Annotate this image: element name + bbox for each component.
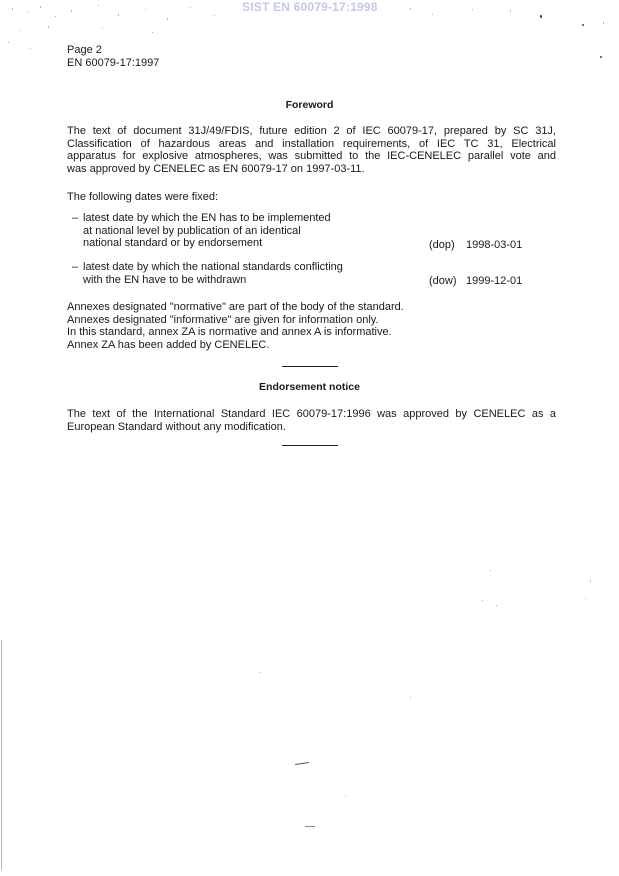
endorsement-paragraph bbox=[67, 408, 556, 433]
date-item-line: at national level by publication of an identical bbox=[83, 224, 301, 237]
paragraph-line: European Standard without any modification. bbox=[67, 420, 286, 433]
annex-paragraph bbox=[67, 301, 556, 351]
list-dash: – bbox=[72, 261, 79, 273]
section-divider bbox=[282, 366, 338, 367]
paragraph-line: The text of the International Standard IEC 60079-17:1996 was approved by CENELEC as a bbox=[67, 408, 556, 420]
scan-edge-line bbox=[1, 640, 2, 870]
date-item-dow bbox=[72, 261, 542, 289]
date-value: 1999-12-01 bbox=[466, 275, 523, 287]
date-code: (dop) bbox=[429, 239, 455, 251]
stray-scan-mark bbox=[295, 762, 309, 765]
foreword-title: Foreword bbox=[285, 99, 334, 111]
section-divider bbox=[282, 445, 338, 446]
document-watermark: SIST EN 60079-17:1998 bbox=[242, 0, 378, 14]
page-number: Page 2 bbox=[67, 44, 102, 56]
date-item-line: latest date by which the EN has to be implemented bbox=[83, 212, 331, 224]
paragraph-line: was approved by CENELEC as EN 60079-17 on 1997-03-11. bbox=[67, 162, 365, 175]
paragraph-line: Annex ZA has been added by CENELEC. bbox=[67, 338, 270, 351]
date-value: 1998-03-01 bbox=[466, 239, 523, 251]
date-item-line: latest date by which the national standards conflicting bbox=[83, 261, 343, 273]
paragraph-line: The text of document 31J/49/FDIS, future edition 2 of IEC 60079-17, prepared by SC 31J, bbox=[67, 125, 556, 137]
paragraph-line: Annexes designated "informative" are given for information only. bbox=[67, 313, 379, 326]
foreword-intro-paragraph bbox=[67, 125, 556, 175]
date-item-line: with the EN have to be withdrawn bbox=[83, 273, 247, 286]
stray-scan-mark bbox=[305, 826, 315, 827]
date-code: (dow) bbox=[429, 275, 457, 287]
list-dash: – bbox=[72, 212, 79, 224]
endorsement-title: Endorsement notice bbox=[259, 381, 360, 393]
paragraph-line: Classification of hazardous areas and installation requirements, of IEC TC 31, Electrical bbox=[67, 137, 556, 150]
date-item-text bbox=[83, 212, 423, 250]
page-header bbox=[67, 44, 159, 70]
date-item-text bbox=[83, 261, 423, 286]
date-item-dop bbox=[72, 212, 542, 252]
paragraph-line: Annexes designated "normative" are part of the body of the standard. bbox=[67, 301, 404, 313]
paragraph-line: apparatus for explosive atmospheres, was submitted to the IEC-CENELEC parallel vote and bbox=[67, 150, 556, 163]
paragraph-line: In this standard, annex ZA is normative and annex A is informative. bbox=[67, 326, 392, 339]
standard-identifier: EN 60079-17:1997 bbox=[67, 57, 160, 69]
dates-intro: The following dates were fixed: bbox=[67, 191, 219, 203]
date-item-line: national standard or by endorsement bbox=[83, 237, 263, 250]
